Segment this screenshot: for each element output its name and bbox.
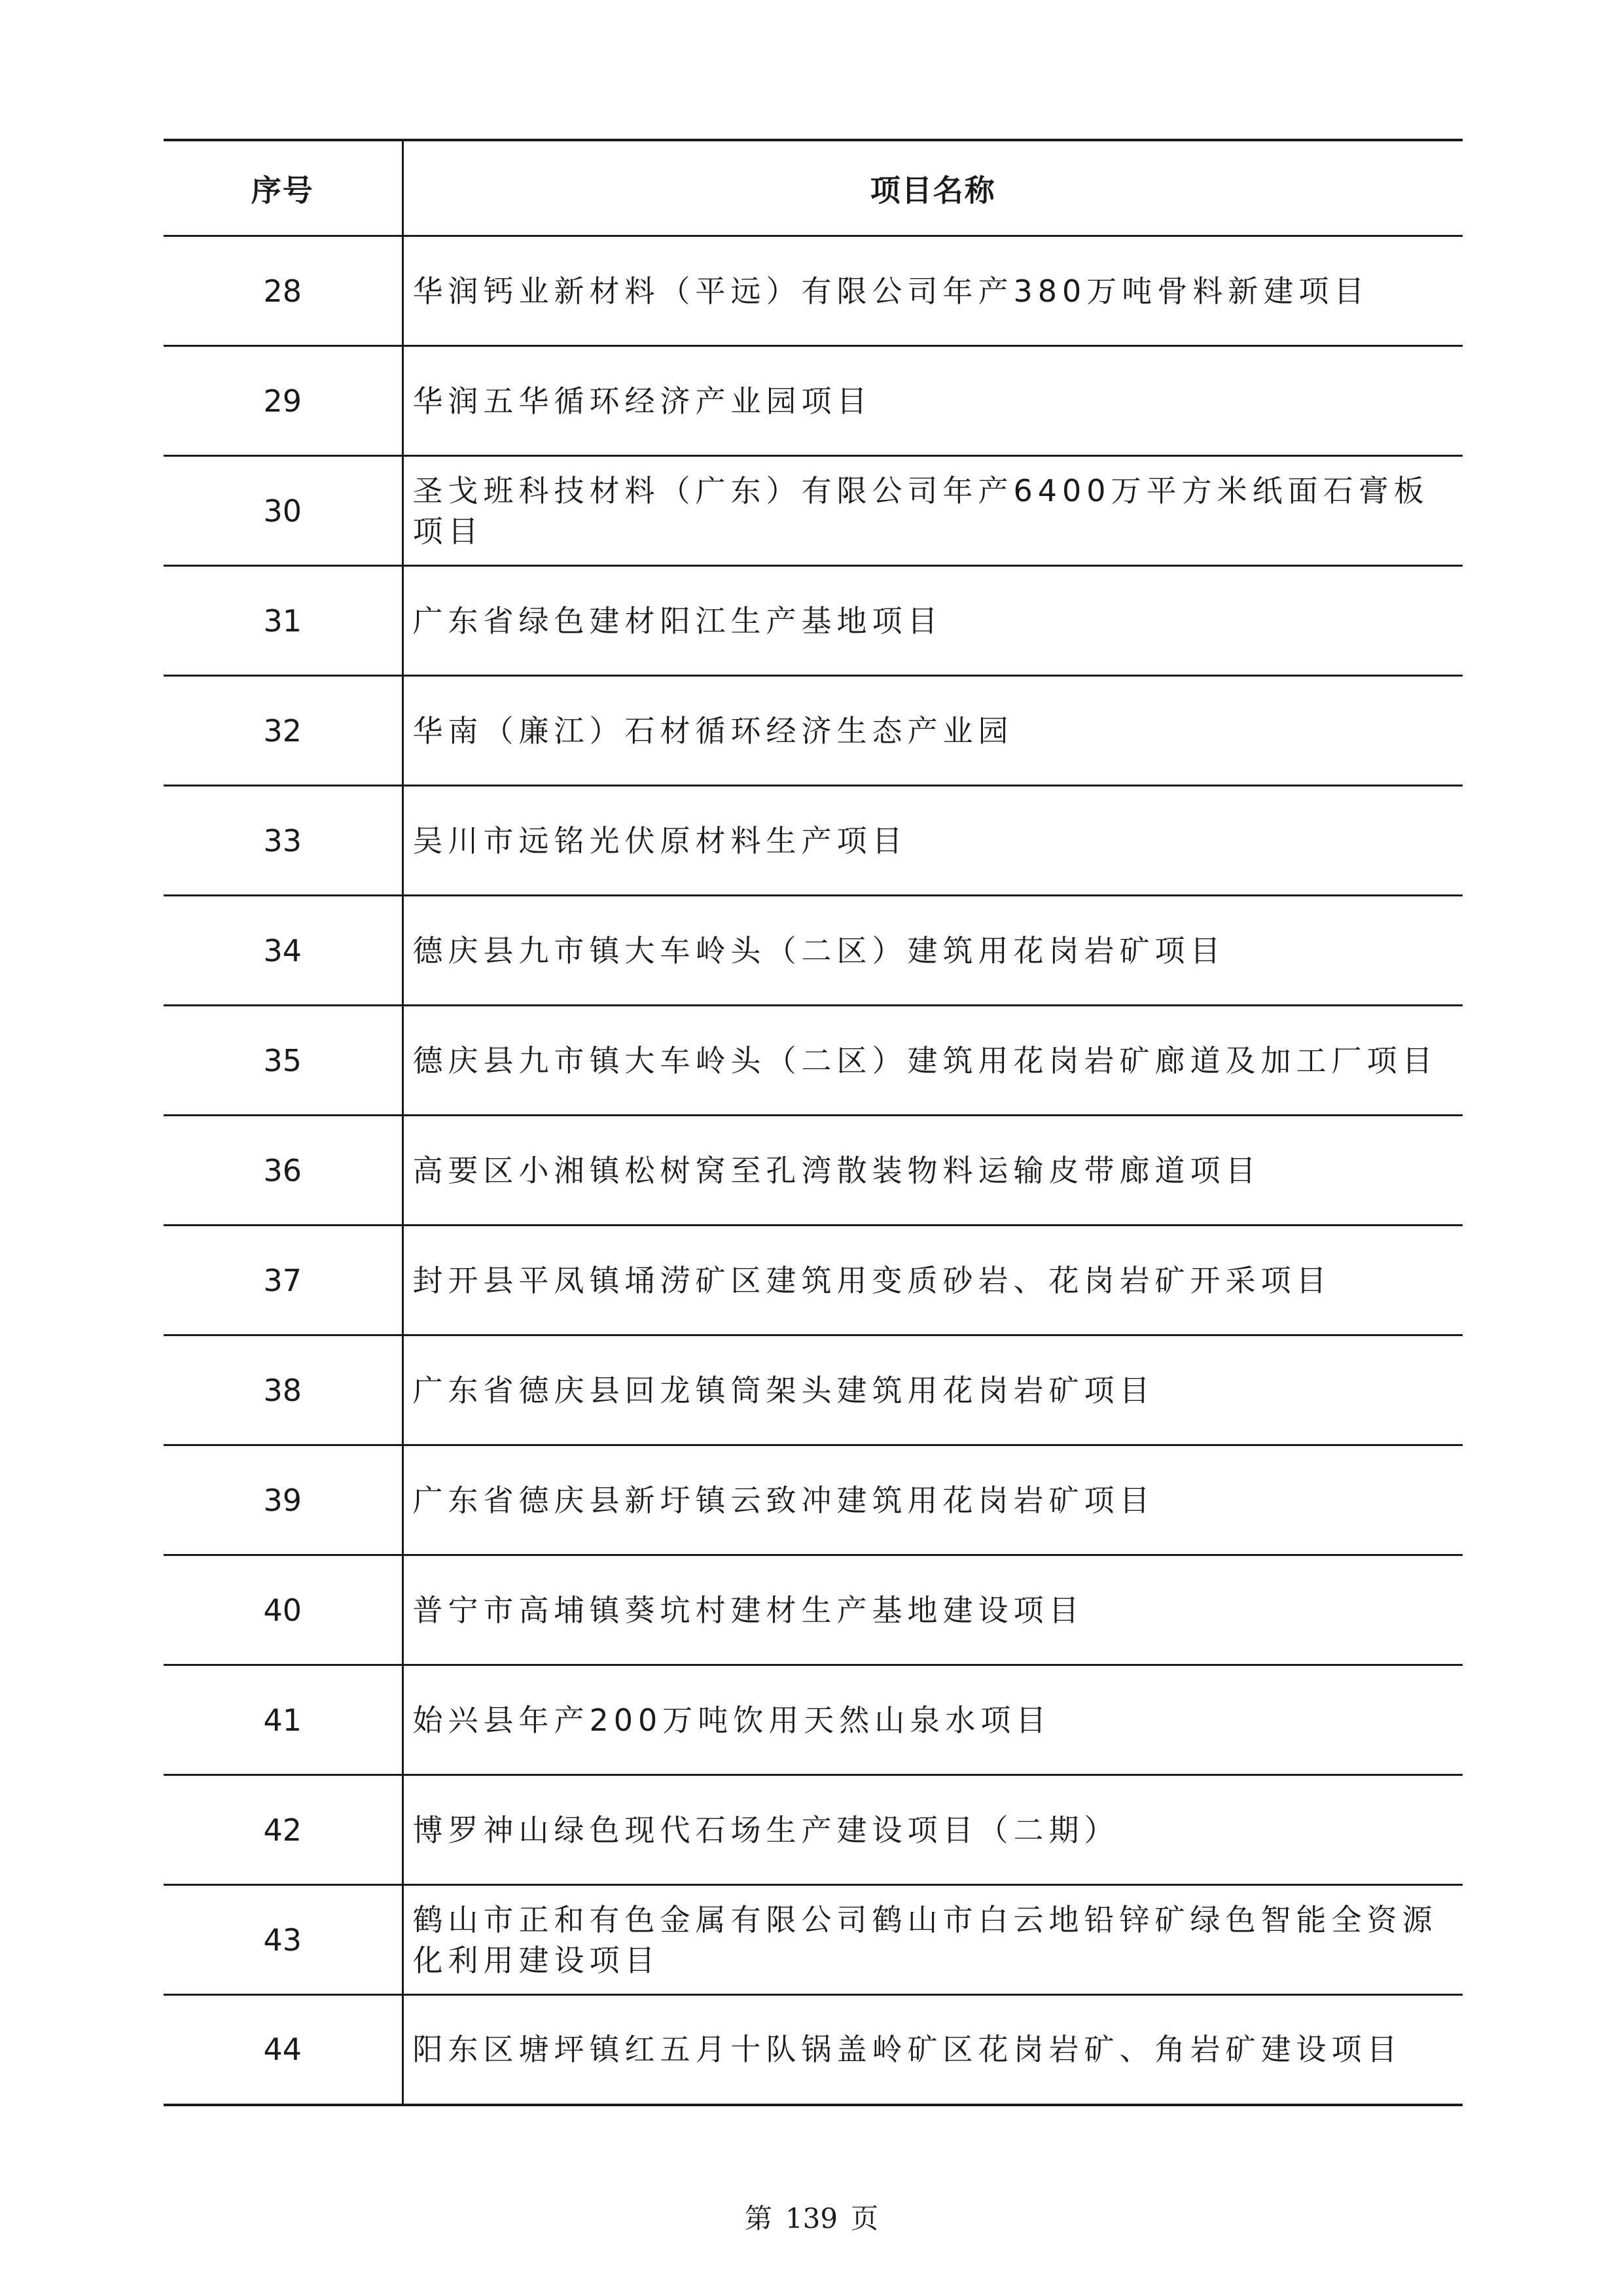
row-project-name: 广东省德庆县新圩镇云致冲建筑用花岗岩矿项目	[402, 1445, 1463, 1555]
page-number-prefix: 第	[744, 2202, 772, 2234]
row-project-name: 华润钙业新材料（平远）有限公司年产380万吨骨料新建项目	[402, 236, 1463, 346]
table-header	[164, 140, 1463, 236]
row-project-name: 华润五华循环经济产业园项目	[402, 346, 1463, 456]
table-row	[164, 1555, 1463, 1665]
project-table	[164, 139, 1463, 2106]
table-row	[164, 1665, 1463, 1775]
row-project-name: 德庆县九市镇大车岭头（二区）建筑用花岗岩矿廊道及加工厂项目	[402, 1006, 1463, 1116]
row-project-name: 普宁市高埔镇葵坑村建材生产基地建设项目	[402, 1555, 1463, 1665]
table-row	[164, 1445, 1463, 1555]
header-row	[164, 140, 1463, 236]
table-row	[164, 676, 1463, 786]
row-serial-number: 36	[164, 1116, 402, 1226]
row-serial-number: 37	[164, 1226, 402, 1335]
table-row	[164, 456, 1463, 566]
row-serial-number: 28	[164, 236, 402, 346]
row-project-name: 广东省德庆县回龙镇筒架头建筑用花岗岩矿项目	[402, 1335, 1463, 1445]
row-project-name: 华南（廉江）石材循环经济生态产业园	[402, 676, 1463, 786]
table-row	[164, 786, 1463, 896]
table-row	[164, 1775, 1463, 1885]
row-serial-number: 31	[164, 566, 402, 676]
row-serial-number: 43	[164, 1885, 402, 1995]
table-row	[164, 896, 1463, 1006]
row-serial-number: 39	[164, 1445, 402, 1555]
row-project-name: 圣戈班科技材料（广东）有限公司年产6400万平方米纸面石膏板项目	[402, 456, 1463, 566]
row-serial-number: 29	[164, 346, 402, 456]
table-row	[164, 1116, 1463, 1226]
row-serial-number: 33	[164, 786, 402, 896]
table-row	[164, 1995, 1463, 2105]
row-serial-number: 42	[164, 1775, 402, 1885]
row-project-name: 博罗神山绿色现代石场生产建设项目（二期）	[402, 1775, 1463, 1885]
table-body	[164, 236, 1463, 2105]
table-row	[164, 1006, 1463, 1116]
table-row	[164, 236, 1463, 346]
header-serial-number: 序号	[164, 140, 402, 236]
row-serial-number: 32	[164, 676, 402, 786]
row-project-name: 高要区小湘镇松树窝至孔湾散装物料运输皮带廊道项目	[402, 1116, 1463, 1226]
row-serial-number: 44	[164, 1995, 402, 2105]
row-project-name: 鹤山市正和有色金属有限公司鹤山市白云地铅锌矿绿色智能全资源化利用建设项目	[402, 1885, 1463, 1995]
table-row	[164, 1335, 1463, 1445]
row-serial-number: 35	[164, 1006, 402, 1116]
page-number	[0, 2197, 1623, 2236]
table-row	[164, 566, 1463, 676]
row-serial-number: 41	[164, 1665, 402, 1775]
row-serial-number: 40	[164, 1555, 402, 1665]
row-serial-number: 34	[164, 896, 402, 1006]
row-serial-number: 38	[164, 1335, 402, 1445]
row-serial-number: 30	[164, 456, 402, 566]
table-row	[164, 1226, 1463, 1335]
page-number-suffix: 页	[851, 2202, 879, 2234]
row-project-name: 吴川市远铭光伏原材料生产项目	[402, 786, 1463, 896]
row-project-name: 广东省绿色建材阳江生产基地项目	[402, 566, 1463, 676]
table-row	[164, 1885, 1463, 1995]
header-project-name: 项目名称	[402, 140, 1463, 236]
row-project-name: 始兴县年产200万吨饮用天然山泉水项目	[402, 1665, 1463, 1775]
page-number-value: 139	[785, 2202, 838, 2234]
row-project-name: 封开县平凤镇埇涝矿区建筑用变质砂岩、花岗岩矿开采项目	[402, 1226, 1463, 1335]
table-row	[164, 346, 1463, 456]
row-project-name: 德庆县九市镇大车岭头（二区）建筑用花岗岩矿项目	[402, 896, 1463, 1006]
row-project-name: 阳东区塘坪镇红五月十队锅盖岭矿区花岗岩矿、角岩矿建设项目	[402, 1995, 1463, 2105]
